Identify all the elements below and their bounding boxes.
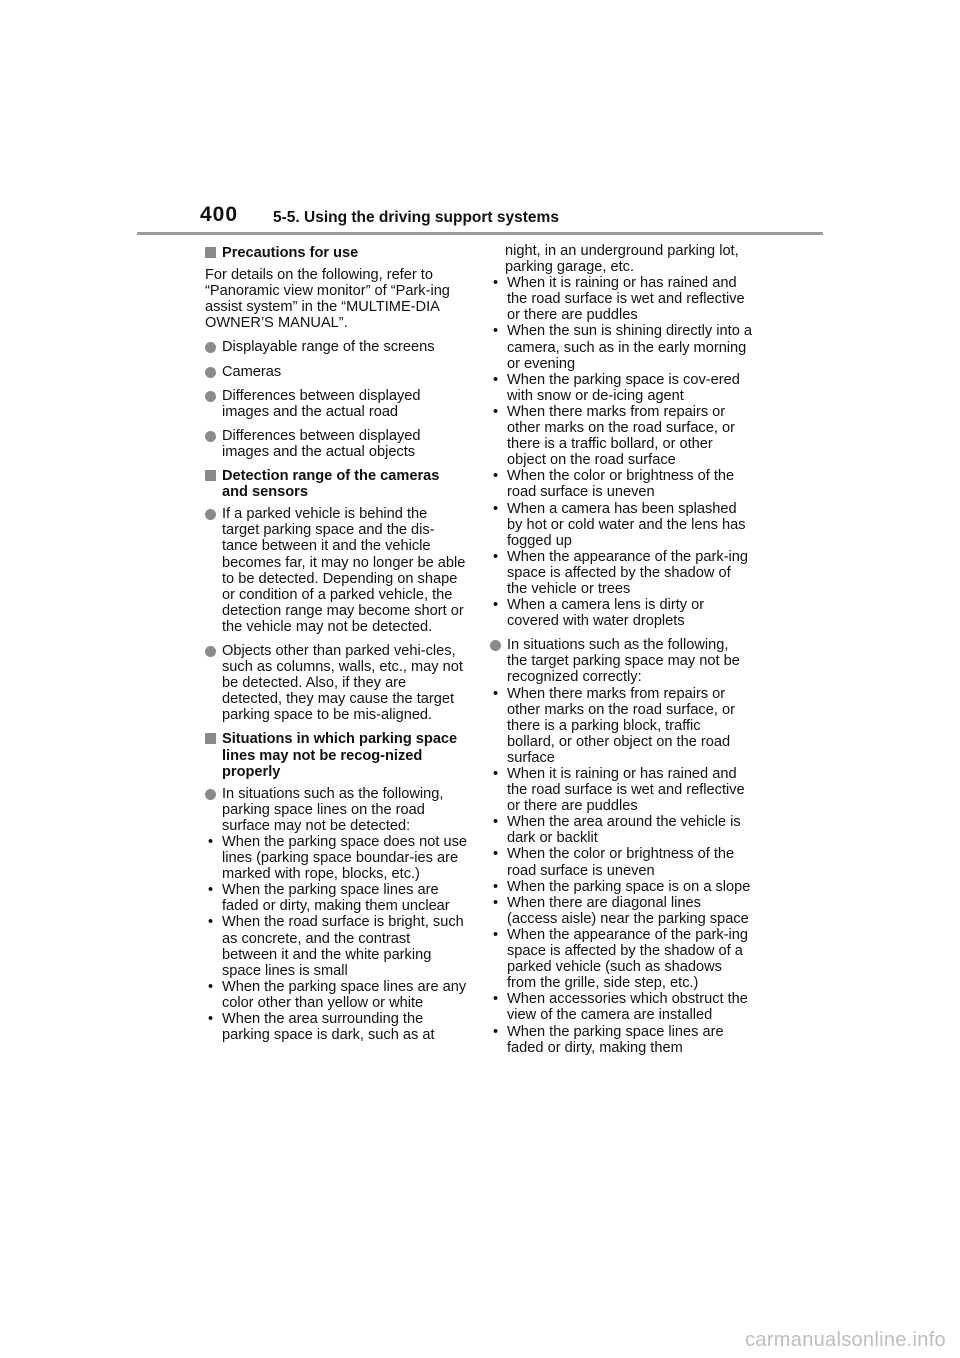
- circle-bullet-icon: [205, 367, 216, 378]
- dash-item: • When the parking space lines are any color other than yellow or white: [208, 978, 467, 1011]
- dash-bullet-icon: •: [493, 403, 499, 420]
- page-number: 400: [200, 203, 239, 226]
- circle-bullet-icon: [205, 789, 216, 800]
- dash-item: • When there marks from repairs or other marks on the road surface, or there is a traffic bollard, or other object on the road surface: [493, 403, 735, 469]
- dash-bullet-icon: •: [208, 1011, 214, 1028]
- square-marker-icon: [205, 247, 216, 258]
- dash-bullet-icon: •: [208, 978, 214, 995]
- dash-item: • When it is raining or has rained and the road surface is wet and reflective or there are puddles: [493, 275, 745, 324]
- dash-item: • When there marks from repairs or other marks on the road surface, or there is a parking block, traffic bollard, or other object on the road surface: [493, 685, 735, 766]
- circle-bullet-icon: [490, 640, 501, 651]
- dash-bullet-icon: •: [208, 834, 214, 850]
- page-header: [200, 203, 822, 233]
- dash-item: • When a camera has been splashed by hot or cold water and the lens has fogged up: [493, 500, 746, 549]
- bullet-item: Differences between displayed images and the actual objects: [205, 428, 467, 460]
- dash-item: • When accessories which obstruct the view of the camera are installed: [493, 991, 748, 1024]
- dash-item: • When the parking space is cov-ered with snow or de-icing agent: [493, 371, 740, 404]
- dash-item: • When the road surface is bright, such as concrete, and the contrast between it and the white parking space lines is small: [208, 914, 464, 979]
- dash-bullet-icon: •: [493, 814, 499, 831]
- dash-item: • When the parking space lines are faded or dirty, making them unclear: [208, 882, 450, 915]
- dash-bullet-icon: •: [493, 323, 499, 340]
- dash-item: • When it is raining or has rained and the road surface is wet and reflective or there are puddles: [493, 766, 745, 815]
- circle-bullet-icon: [205, 342, 216, 353]
- watermark: carmanualsonline.info: [745, 1329, 946, 1351]
- bullet-item: If a parked vehicle is behind the target parking space and the dis-tance between it and the vehicle becomes far, it may no longer be able to be detected. Depending on shape or condition of a parked vehicle, the detection range may become short or the vehicle may not be detected.: [205, 506, 467, 635]
- circle-bullet-icon: [205, 509, 216, 520]
- dash-item: • When the color or brightness of the road surface is uneven: [493, 468, 735, 501]
- right-column: [490, 243, 752, 1056]
- dash-bullet-icon: •: [493, 500, 499, 517]
- dash-bullet-icon: •: [493, 846, 499, 863]
- dash-item: • When the parking space lines are faded or dirty, making them: [493, 1023, 724, 1056]
- dash-bullet-icon: •: [493, 991, 499, 1008]
- continued-text: night, in an underground parking lot, parking garage, etc.: [505, 243, 739, 276]
- bullet-item: Objects other than parked vehi-cles, such as columns, walls, etc., may not be detected. Also, if they are detected, they may cause the target parking space to be mis-aligned.: [205, 643, 467, 723]
- dash-bullet-icon: •: [493, 597, 499, 614]
- dash-bullet-icon: •: [208, 914, 214, 931]
- dash-item: • When a camera lens is dirty or covered with water droplets: [493, 597, 705, 630]
- dash-bullet-icon: •: [493, 275, 499, 292]
- square-marker-icon: [205, 733, 216, 744]
- bullet-item: In situations such as the following, parking space lines on the road surface may not be detected:: [205, 786, 467, 834]
- bullet-item: Displayable range of the screens: [205, 339, 467, 355]
- dash-item: • When the appearance of the park-ing space is affected by the shadow of a parked vehicle (such as shadows from the grille, side step, etc.): [493, 926, 748, 992]
- left-column: [205, 243, 467, 1043]
- subheading-space-lines: Situations in which parking space lines may not be recog-nized properly: [205, 731, 467, 779]
- dash-item: • When the area around the vehicle is dark or backlit: [493, 814, 741, 847]
- intro-paragraph: For details on the following, refer to “Panoramic view monitor” of “Park-ing assist system” in the “MULTIME-DIA OWNER’S MANUAL”.: [205, 267, 450, 332]
- circle-bullet-icon: [205, 646, 216, 657]
- dash-bullet-icon: •: [493, 926, 499, 943]
- dash-bullet-icon: •: [493, 878, 499, 895]
- dash-item: • When the parking space is on a slope: [493, 878, 751, 895]
- circle-bullet-icon: [205, 391, 216, 402]
- header-divider: [137, 232, 823, 235]
- circle-bullet-icon: [205, 431, 216, 442]
- subheading-precautions: Precautions for use: [205, 245, 467, 261]
- dash-bullet-icon: •: [208, 882, 214, 899]
- subheading-detection-range: Detection range of the cameras and sensors: [205, 468, 467, 500]
- dash-item: • When the parking space does not use lines (parking space boundar-ies are marked with rope, blocks, etc.): [208, 834, 468, 883]
- dash-bullet-icon: •: [493, 468, 499, 485]
- bullet-item: In situations such as the following, the target parking space may not be recognized correctly:: [490, 637, 752, 685]
- dash-item: • When there are diagonal lines (access aisle) near the parking space: [493, 894, 749, 927]
- square-marker-icon: [205, 470, 216, 481]
- dash-bullet-icon: •: [493, 371, 499, 388]
- bullet-item: Differences between displayed images and the actual road: [205, 388, 467, 420]
- dash-bullet-icon: •: [493, 685, 499, 702]
- dash-bullet-icon: •: [493, 766, 499, 782]
- dash-item: • When the color or brightness of the road surface is uneven: [493, 846, 735, 879]
- dash-bullet-icon: •: [493, 548, 499, 565]
- dash-item: • When the appearance of the park-ing space is affected by the shadow of the vehicle or trees: [493, 548, 748, 597]
- bullet-item: Cameras: [205, 364, 467, 380]
- dash-bullet-icon: •: [493, 1023, 499, 1040]
- section-title: 5-5. Using the driving support systems: [273, 209, 559, 226]
- dash-item: • When the area surrounding the parking space is dark, such as at: [208, 1011, 435, 1044]
- dash-item: • When the sun is shining directly into a camera, such as in the early morning or evening: [493, 323, 752, 372]
- dash-bullet-icon: •: [493, 894, 499, 911]
